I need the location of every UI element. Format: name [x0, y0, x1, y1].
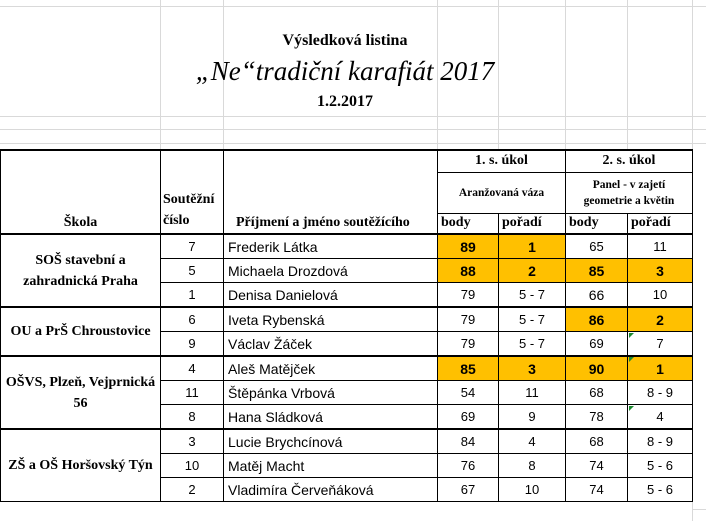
task2-rank: 10 [628, 283, 693, 308]
contestant-number: 1 [161, 283, 224, 308]
results-table [0, 149, 693, 502]
task2-points: 74 [566, 478, 628, 502]
col-header-school: Škola [1, 150, 161, 234]
task2-rank: 8 - 9 [628, 429, 693, 454]
task1-rank: 5 - 7 [499, 307, 566, 332]
table-row [1, 356, 693, 381]
col-header-number: Soutěžní číslo [161, 150, 224, 234]
task2-rank: 5 - 6 [628, 478, 693, 502]
task2-points: 74 [566, 454, 628, 478]
contestant-name: Lucie Brychcínová [224, 429, 438, 454]
comment-marker-icon [629, 333, 634, 338]
task2-rank: 1 [628, 356, 693, 381]
task2-points: 68 [566, 429, 628, 454]
table-row [1, 429, 693, 454]
task1-points-header: body [438, 213, 499, 234]
task1-points: 85 [438, 356, 499, 381]
task1-points: 79 [438, 332, 499, 357]
task2-title: 2. s. úkol [566, 150, 693, 172]
task1-rank: 3 [499, 356, 566, 381]
table-row [1, 234, 693, 259]
contestant-number: 3 [161, 429, 224, 454]
task2-points: 65 [566, 234, 628, 259]
contestant-number: 5 [161, 259, 224, 283]
task2-rank: 3 [628, 259, 693, 283]
contestant-name: Matěj Macht [224, 454, 438, 478]
task1-rank: 5 - 7 [499, 332, 566, 357]
contestant-name: Vladimíra Červeňáková [224, 478, 438, 502]
task2-subtitle: Panel - v zajetí geometrie a květin [566, 172, 693, 213]
task2-points: 86 [566, 307, 628, 332]
task1-subtitle: Aranžovaná váza [438, 172, 566, 213]
contestant-number: 6 [161, 307, 224, 332]
task1-points: 69 [438, 405, 499, 430]
event-title: „Ne“tradiční karafiát 2017 [195, 56, 495, 86]
task1-points: 89 [438, 234, 499, 259]
contestant-name: Iveta Rybenská [224, 307, 438, 332]
contestant-name: Václav Žáček [224, 332, 438, 357]
task1-points: 84 [438, 429, 499, 454]
task1-rank: 8 [499, 454, 566, 478]
task2-points: 85 [566, 259, 628, 283]
task2-points-header: body [566, 213, 628, 234]
task2-rank: 7 [628, 332, 693, 357]
task2-points: 66 [566, 283, 628, 308]
contestant-name: Michaela Drozdová [224, 259, 438, 283]
task1-rank: 5 - 7 [499, 283, 566, 308]
task1-rank: 11 [499, 381, 566, 405]
task1-rank: 2 [499, 259, 566, 283]
contestant-number: 10 [161, 454, 224, 478]
event-date: 1.2.2017 [317, 93, 373, 110]
task1-rank: 1 [499, 234, 566, 259]
contestant-name: Hana Sládková [224, 405, 438, 430]
contestant-number: 2 [161, 478, 224, 502]
task2-rank: 2 [628, 307, 693, 332]
comment-marker-icon [629, 406, 634, 411]
task1-points: 79 [438, 283, 499, 308]
document-title: Výsledková listina [282, 32, 408, 49]
contestant-number: 7 [161, 234, 224, 259]
contestant-name: Aleš Matějček [224, 356, 438, 381]
task2-points: 90 [566, 356, 628, 381]
task1-points: 67 [438, 478, 499, 502]
col-header-name: Příjmení a jméno soutěžícího [224, 150, 438, 234]
contestant-name: Štěpánka Vrbová [224, 381, 438, 405]
contestant-name: Frederik Látka [224, 234, 438, 259]
contestant-number: 8 [161, 405, 224, 430]
task1-rank-header: pořadí [499, 213, 566, 234]
task2-rank: 8 - 9 [628, 381, 693, 405]
task1-rank: 4 [499, 429, 566, 454]
contestant-number: 9 [161, 332, 224, 357]
task2-rank: 11 [628, 234, 693, 259]
task1-rank: 9 [499, 405, 566, 430]
contestant-number: 4 [161, 356, 224, 381]
task2-rank: 4 [628, 405, 693, 430]
table-row [1, 307, 693, 332]
task2-points: 68 [566, 381, 628, 405]
task1-title: 1. s. úkol [438, 150, 566, 172]
task2-rank: 5 - 6 [628, 454, 693, 478]
contestant-name: Denisa Danielová [224, 283, 438, 308]
task1-points: 76 [438, 454, 499, 478]
task2-points: 69 [566, 332, 628, 357]
task1-points: 79 [438, 307, 499, 332]
school-name: ZŠ a OŠ Horšovský Týn [1, 429, 161, 502]
school-name: OU a PrŠ Chroustovice [1, 307, 161, 356]
school-name: SOŠ stavební a zahradnická Praha [1, 234, 161, 307]
task2-rank-header: pořadí [628, 213, 693, 234]
contestant-number: 11 [161, 381, 224, 405]
comment-marker-icon [629, 357, 634, 362]
school-name: OŠVS, Plzeň, Vejprnická 56 [1, 356, 161, 429]
task1-points: 54 [438, 381, 499, 405]
task1-rank: 10 [499, 478, 566, 502]
task2-points: 78 [566, 405, 628, 430]
task1-points: 88 [438, 259, 499, 283]
